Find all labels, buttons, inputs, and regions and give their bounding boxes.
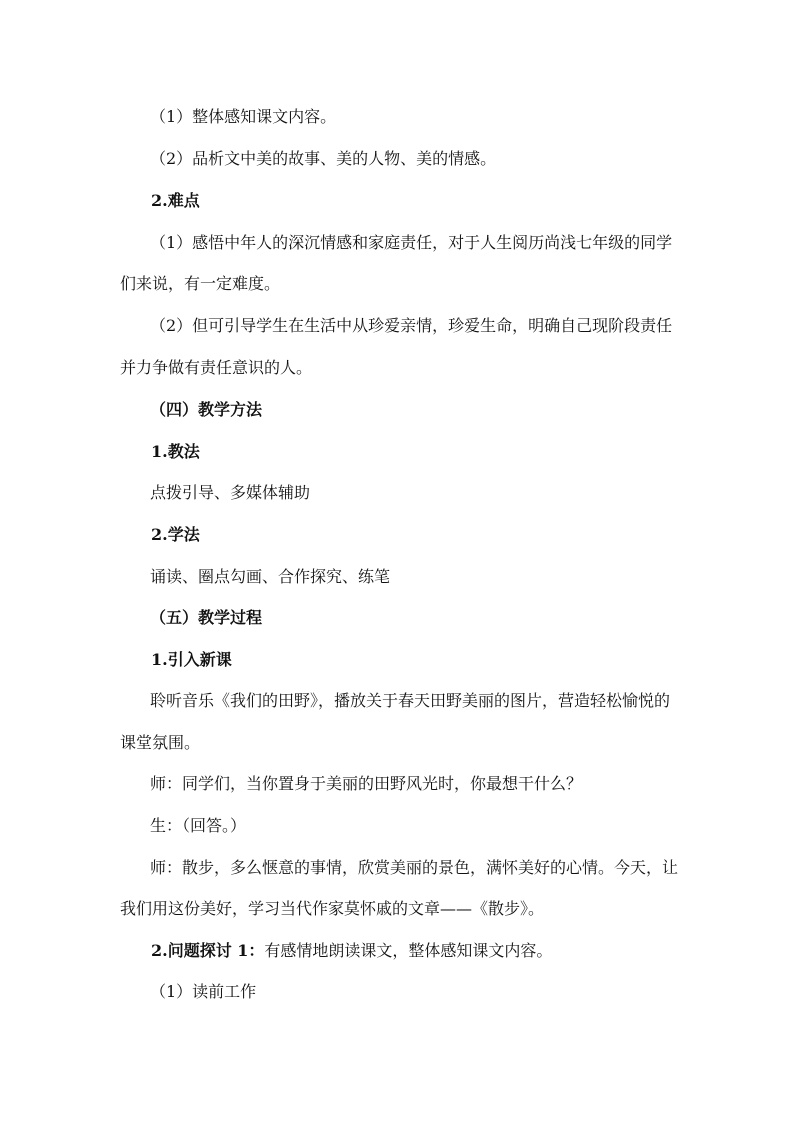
section-heading: 1.教法 (151, 442, 200, 461)
text-line: （2）但可引导学生在生活中从珍爱亲情，珍爱生命，明确自己现阶段责任 (150, 316, 673, 335)
text-line: （1）感悟中年人的深沉情感和家庭责任，对于人生阅历尚浅七年级的同学 (150, 233, 673, 252)
section-heading: 1.引入新课 (151, 650, 232, 669)
text-line: 生：（回答。） (150, 816, 247, 835)
text-line: 点拨引导、多媒体辅助 (150, 483, 311, 502)
text-line (151, 940, 711, 962)
text-line: 师：散步，多么惬意的事情，欣赏美丽的景色，满怀美好的心情。今天，让 (150, 858, 679, 877)
text-line: 课堂氛围。 (120, 733, 201, 752)
text-line: 们来说，有一定难度。 (120, 274, 281, 293)
problem-label: 2.问题探讨 1： (151, 941, 265, 960)
section-heading: （五）教学过程 (150, 608, 263, 627)
problem-text: 有感情地朗读课文，整体感知课文内容。 (264, 941, 553, 960)
text-line: （1）整体感知课文内容。 (150, 107, 337, 126)
section-heading: 2.学法 (151, 525, 200, 544)
text-line: 师：同学们，当你置身于美丽的田野风光时，你最想干什么？ (150, 774, 583, 793)
text-line: 我们用这份美好，学习当代作家莫怀戚的文章——《散步》。 (120, 899, 545, 918)
text-line: 聆听音乐《我们的田野》，播放关于春天田野美丽的图片，营造轻松愉悦的 (150, 691, 671, 710)
section-heading: （四）教学方法 (150, 400, 263, 419)
section-heading: 2.难点 (151, 191, 200, 210)
text-line: 诵读、圈点勾画、合作探究、练笔 (150, 567, 391, 586)
text-line: 并力争做有责任意识的人。 (120, 358, 313, 377)
text-line: （2）品析文中美的故事、美的人物、美的情感。 (150, 149, 497, 168)
text-line: （1）读前工作 (150, 982, 257, 1001)
